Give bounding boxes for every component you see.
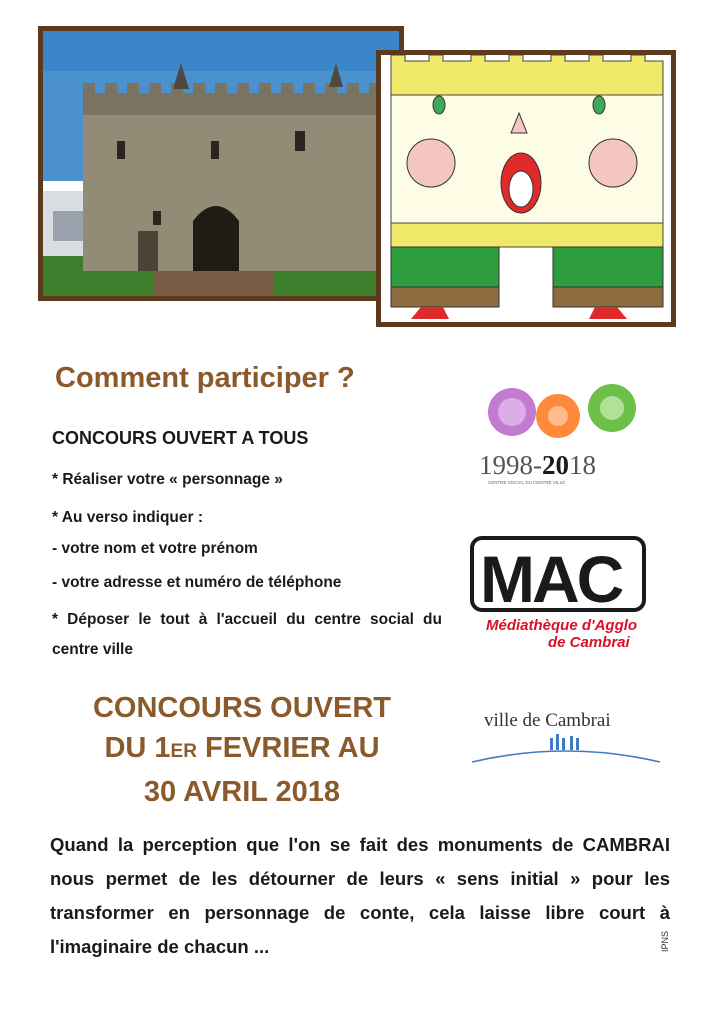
contest-open-heading: CONCOURS OUVERT A TOUS <box>52 428 309 448</box>
castle-photo <box>38 26 404 301</box>
anniv-year-start: 1998- <box>479 450 542 480</box>
ville-de-cambrai-logo <box>470 700 662 770</box>
svg-text:Médiathèque d'Agglo: Médiathèque d'Agglo <box>486 617 638 634</box>
svg-text:1998-2018: 1998-2018 <box>479 450 596 480</box>
closing-paragraph: Quand la perception que l'on se fait des monuments de CAMBRAI nous permet de les détourner de leurs « sens initial » pour les transformer en personnage de conte, cela laisse libre court à l'imaginaire de chacun ... <box>50 834 670 957</box>
page-title: Comment participer ? <box>55 362 355 394</box>
dates-line1: CONCOURS OUVERT <box>92 692 392 724</box>
svg-text:CENTRE SOCIAL DU CENTRE VILLE: CENTRE SOCIAL DU CENTRE VILLE <box>488 480 566 485</box>
svg-text:MAC: MAC <box>480 542 622 616</box>
step-item: * Déposer le tout à l'accueil du centre social du centre ville <box>52 611 442 658</box>
mac-logo <box>466 528 662 652</box>
ipns-label: IPNS <box>660 930 670 952</box>
step-item: - votre adresse et numéro de téléphone <box>52 574 342 591</box>
character-drawing <box>376 50 676 327</box>
step-item: - votre nom et votre prénom <box>52 540 258 557</box>
anniversary-logo <box>474 382 664 492</box>
step-item: * Au verso indiquer : <box>52 509 204 526</box>
svg-text:ville de Cambrai: ville de Cambrai <box>484 710 611 731</box>
step-item: * Réaliser votre « personnage » <box>52 471 283 488</box>
contest-dates <box>60 688 424 812</box>
dates-line3: 30 AVRIL 2018 <box>143 776 341 808</box>
dates-line2: DU 1ER FEVRIER AU <box>104 732 380 764</box>
svg-text:de Cambrai: de Cambrai <box>548 634 630 651</box>
